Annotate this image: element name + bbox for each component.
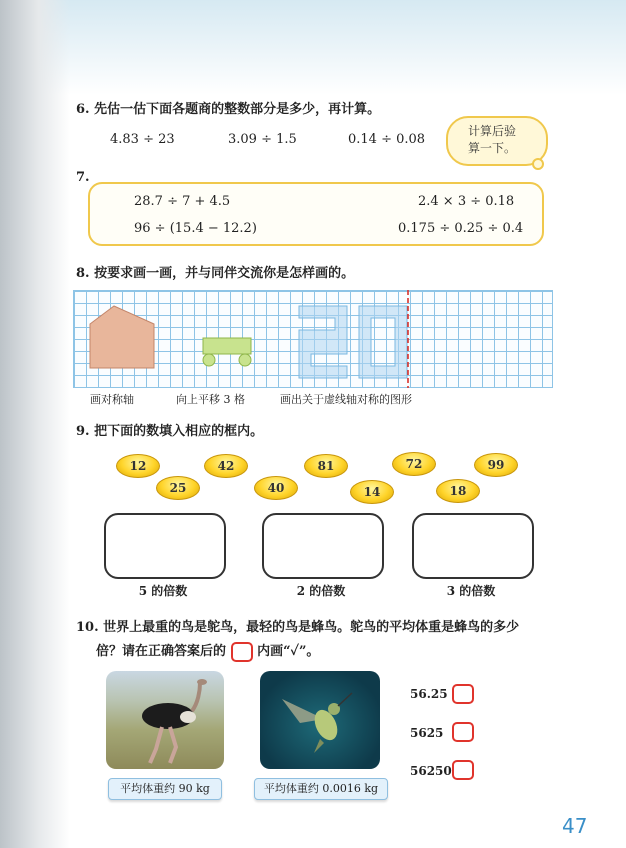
q7-expr-3: 96 ÷ (15.4 − 12.2) bbox=[134, 221, 257, 236]
ostrich-icon bbox=[106, 671, 224, 769]
answer-box[interactable] bbox=[452, 722, 474, 742]
cart-wheel-left bbox=[203, 354, 215, 366]
q10-text-2b: 内画“✓”。 bbox=[257, 644, 320, 659]
q6-expr-1: 4.83 ÷ 23 bbox=[110, 132, 175, 147]
multiples-of-5-box[interactable] bbox=[104, 513, 226, 579]
q8-caption-3: 画出关于虚线轴对称的图形 bbox=[280, 393, 412, 406]
q8-caption-1: 画对称轴 bbox=[90, 393, 134, 406]
q6-text: 先估一估下面各题商的整数部分是多少，再计算。 bbox=[94, 102, 381, 117]
number-pill[interactable]: 18 bbox=[436, 479, 480, 503]
number-pill[interactable]: 14 bbox=[350, 480, 394, 504]
number-pill[interactable]: 42 bbox=[204, 454, 248, 478]
q9-heading bbox=[76, 420, 263, 439]
hummingbird-caption: 平均体重约 0.0016 kg bbox=[254, 778, 388, 800]
digit-zero-shape bbox=[359, 306, 407, 378]
house-shape bbox=[90, 306, 154, 368]
q7-expr-4: 0.175 ÷ 0.25 ÷ 0.4 bbox=[398, 221, 524, 236]
q8-number: 8. bbox=[76, 266, 90, 281]
answer-box[interactable] bbox=[452, 684, 474, 704]
q10-number: 10. bbox=[76, 620, 99, 635]
q10-text-2a: 倍？请在正确答案后的 bbox=[96, 644, 227, 659]
q9-number: 9. bbox=[76, 424, 90, 439]
q10-text-1: 世界上最重的鸟是鸵鸟，最轻的鸟是蜂鸟。鸵鸟的平均体重是蜂鸟的多少 bbox=[103, 620, 520, 635]
grid-figures bbox=[73, 290, 553, 388]
q7-expr-1: 28.7 ÷ 7 + 4.5 bbox=[134, 194, 231, 209]
digit-two-shape bbox=[299, 306, 347, 378]
number-pill[interactable]: 81 bbox=[304, 454, 348, 478]
multiples-of-3-box[interactable] bbox=[412, 513, 534, 579]
bubble-line-1: 计算后验 bbox=[468, 124, 517, 138]
page-number: 47 bbox=[562, 814, 588, 838]
box-label-2: 2 的倍数 bbox=[296, 584, 346, 598]
q9-text: 把下面的数填入相应的框内。 bbox=[94, 424, 264, 439]
cart-wheel-right bbox=[239, 354, 251, 366]
hummingbird-icon bbox=[260, 671, 380, 769]
q6-heading bbox=[76, 98, 380, 117]
ostrich-photo bbox=[106, 671, 224, 769]
multiples-of-2-box[interactable] bbox=[262, 513, 384, 579]
hummingbird-photo bbox=[260, 671, 380, 769]
number-pill[interactable]: 40 bbox=[254, 476, 298, 500]
option-value: 56.25 bbox=[410, 687, 448, 701]
bubble-tail-dot bbox=[532, 158, 544, 170]
number-pill[interactable]: 25 bbox=[156, 476, 200, 500]
q6-expr-2: 3.09 ÷ 1.5 bbox=[228, 132, 297, 147]
q7-expr-2: 2.4 × 3 ÷ 0.18 bbox=[418, 194, 515, 209]
number-pill[interactable]: 72 bbox=[392, 452, 436, 476]
q10-line-2 bbox=[96, 640, 319, 662]
q7-number: 7. bbox=[76, 170, 90, 185]
q8-heading bbox=[76, 262, 354, 281]
option-value: 5625 bbox=[410, 726, 444, 740]
cart-body bbox=[203, 338, 251, 354]
bubble-line-2: 算一下。 bbox=[468, 141, 517, 155]
box-label-5: 5 的倍数 bbox=[138, 584, 188, 598]
q8-caption-2: 向上平移 3 格 bbox=[176, 393, 245, 406]
number-pill[interactable]: 99 bbox=[474, 453, 518, 477]
q10-line-1 bbox=[76, 616, 576, 635]
q6-expr-3: 0.14 ÷ 0.08 bbox=[348, 132, 426, 147]
option-value: 56250 bbox=[410, 764, 452, 778]
q6-number: 6. bbox=[76, 102, 90, 117]
answer-box-example bbox=[231, 642, 253, 662]
answer-box[interactable] bbox=[452, 760, 474, 780]
number-pill[interactable]: 12 bbox=[116, 454, 160, 478]
q7-frame bbox=[88, 182, 544, 246]
speech-bubble bbox=[446, 116, 548, 166]
box-label-3: 3 的倍数 bbox=[446, 584, 496, 598]
ostrich-caption: 平均体重约 90 kg bbox=[108, 778, 222, 800]
q8-text: 按要求画一画，并与同伴交流你是怎样画的。 bbox=[94, 266, 355, 281]
